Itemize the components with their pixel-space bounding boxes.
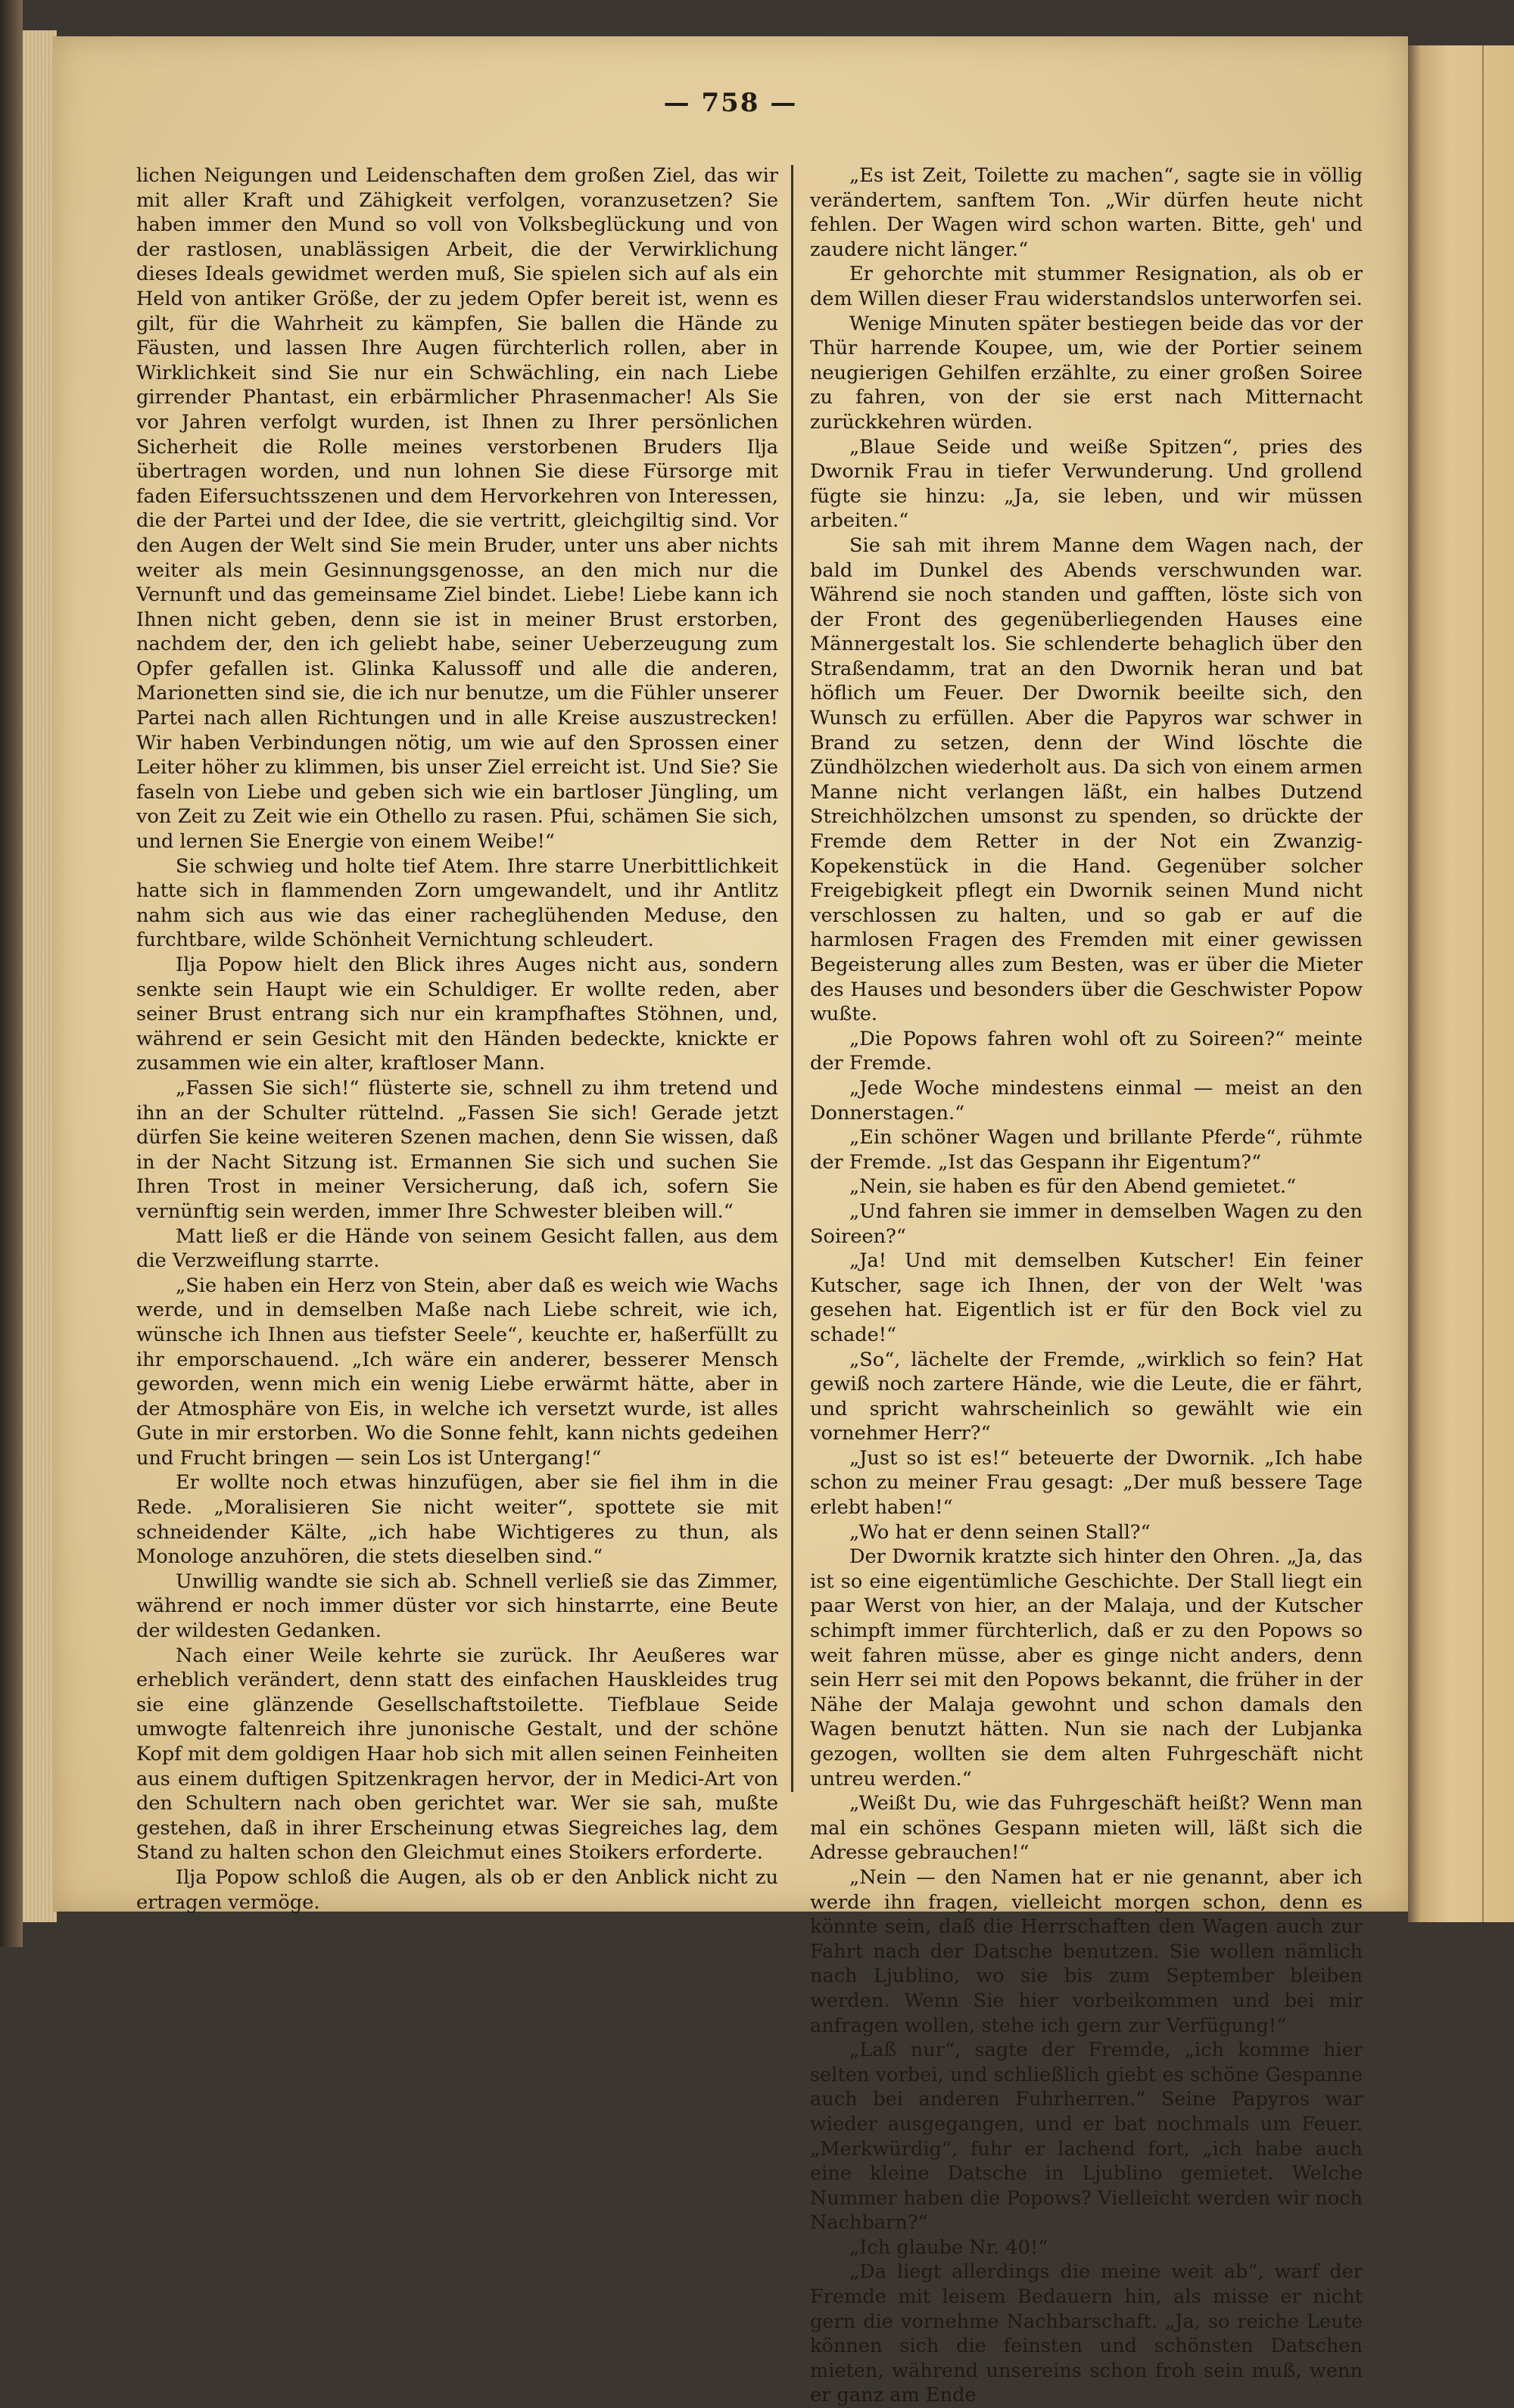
page-number: — 758 — (663, 88, 798, 118)
book-binding-edge (0, 0, 23, 1947)
paragraph: Nach einer Weile kehrte sie zurück. Ihr Aeußeres war erheblich verändert, denn statt des einfachen Hauskleides trug sie eine glänzende Gesellschaftstoilette. Tiefblaue Seide umwogte faltenreich ihre junonische Gestalt, und der schöne Kopf mit dem goldigen Haar hob sich mit allen seinen Feinheiten aus einem duftigen Spitzenkragen hervor, der in Medici-Art von den Schultern nach oben gerichtet war. Wer sie sah, mußte gestehen, daß in ihrer Erscheinung etwas Siegreiches lag, dem Stand zu halten schon den Gleichmut eines Stoikers erforderte. (136, 1644, 778, 1865)
page-stack-edge (23, 30, 57, 1922)
paragraph: „Jede Woche mindestens einmal — meist an den Donnerstagen.“ (810, 1076, 1363, 1125)
paragraph: „Es ist Zeit, Toilette zu machen“, sagte sie in völlig verändertem, sanftem Ton. „Wir dürfen heute nicht fehlen. Der Wagen wird schon warten. Bitte, geh' und zaudere nicht länger.“ (810, 164, 1363, 261)
paragraph: „Sie haben ein Herz von Stein, aber daß es weich wie Wachs werde, und in demselben Maße nach Liebe schreit, wie ich, wünsche ich Ihnen aus tiefster Seele“, keuchte er, haßerfüllt zu ihr emporschauend. „Ich wäre ein anderer, besserer Mensch geworden, wenn mich ein wenig Liebe erwärmt hätte, aber in der Atmosphäre von Eis, in welche ich versetzt wurde, ist alles Gute in mir erstorben. Wo die Sonne fehlt, kann nichts gedeihen und Frucht bringen — sein Los ist Untergang!“ (136, 1274, 778, 1470)
paragraph: „Ja! Und mit demselben Kutscher! Ein feiner Kutscher, sage ich Ihnen, der von der Welt 'was gesehen hat. Eigentlich ist er für den Bock viel zu schade!“ (810, 1249, 1363, 1346)
paragraph: „So“, lächelte der Fremde, „wirklich so fein? Hat gewiß noch zartere Hände, wie die Leute, die er fährt, und spricht wahrscheinlich so gewählt wie ein vornehmer Herr?“ (810, 1348, 1363, 1445)
left-column (136, 163, 778, 1914)
paragraph: Er wollte noch etwas hinzufügen, aber sie fiel ihm in die Rede. „Moralisieren Sie nicht weiter“, spottete sie mit schneidender Kälte, „ich habe Wichtigeres zu thun, als Monologe anzuhören, die stets dieselben sind.“ (136, 1471, 778, 1569)
paragraph: Wenige Minuten später bestiegen beide das vor der Thür harrende Koupee, um, wie der Portier seinem neugierigen Gehilfen erzählte, zu einer großen Soiree zu fahren, von der sie erst nach Mitternacht zurückkehren würden. (810, 312, 1363, 434)
paragraph: Ilja Popow schloß die Augen, als ob er den Anblick nicht zu ertragen vermöge. (136, 1865, 778, 1914)
paragraph: „Da liegt allerdings die meine weit ab“, warf der Fremde mit leisem Bedauern hin, als misse er nicht gern die vornehme Nachbarschaft. „Ja, so reiche Leute können sich die feinsten und schönsten Datschen mieten, während unsereins schon froh sein muß, wenn er ganz am Ende (810, 2260, 1363, 2407)
book-page (53, 36, 1408, 2407)
paragraph: „Weißt Du, wie das Fuhrgeschäft heißt? Wenn man mal ein schönes Gespann mieten will, läßt sich die Adresse gebrauchen!“ (810, 1792, 1363, 1865)
paragraph: lichen Neigungen und Leidenschaften dem großen Ziel, das wir mit aller Kraft und Zähigkeit verfolgen, voranzusetzen? Sie haben immer den Mund so voll von Volksbeglückung und von der rastlosen, unablässigen Arbeit, die der Verwirklichung dieses Ideals gewidmet werden muß, Sie spielen sich auf als ein Held von antiker Größe, der zu jedem Opfer bereit ist, wenn es gilt, für die Wahrheit zu kämpfen, Sie ballen die Hände zu Fäusten, und lassen Ihre Augen fürchterlich rollen, aber in Wirklichkeit sind Sie nur ein Schwächling, ein nach Liebe girrender Phantast, ein erbärmlicher Phrasenmacher! Als Sie vor Jahren verfolgt wurden, ist Ihnen zu Ihrer persönlichen Sicherheit die Rolle meines verstorbenen Bruders Ilja übertragen worden, und nun lohnen Sie diese Fürsorge mit faden Eifersuchtsszenen und dem Hervorkehren von Interessen, die der Partei und der Idee, die sie vertritt, gleichgiltig sind. Vor den Augen der Welt sind Sie mein Bruder, unter uns aber nichts weiter als mein Gesinnungsgenosse, an den mich nur die Vernunft und das gemeinsame Ziel bindet. Liebe! Liebe kann ich Ihnen nicht geben, denn sie ist in meiner Brust erstorben, nachdem der, den ich geliebt habe, seiner Ueberzeugung zum Opfer gefallen ist. Glinka Kalussoff und alle die anderen, Marionetten sind sie, die ich nur benutze, um die Fühler unserer Partei nach allen Richtungen und in alle Kreise auszustrecken! Wir haben Verbindungen nötig, um wie auf den Sprossen einer Leiter höher zu klimmen, bis unser Ziel erreicht ist. Und Sie? Sie faseln von Liebe und geben sich wie ein bartloser Jüngling, um von Zeit zu Zeit wie ein Othello zu rasen. Pfui, schämen Sie sich, und lernen Sie Energie von einem Weibe!“ (136, 164, 778, 854)
column-divider (791, 165, 793, 1792)
paragraph: „Blaue Seide und weiße Spitzen“, pries des Dwornik Frau in tiefer Verwunderung. Und grollend fügte sie hinzu: „Ja, sie leben, und wir müssen arbeiten.“ (810, 435, 1363, 533)
right-column (810, 163, 1363, 2407)
paragraph: Sie sah mit ihrem Manne dem Wagen nach, der bald im Dunkel des Abends verschwunden war. Während sie noch standen und gafften, löste sich von der Front des gegenüberliegenden Hauses eine Männergestalt los. Sie schlenderte behaglich über den Straßendamm, trat an den Dwornik heran und bat höflich um Feuer. Der Dwornik beeilte sich, den Wunsch zu erfüllen. Aber die Papyros war schwer in Brand zu setzen, denn der Wind löschte die Zündhölzchen wiederholt aus. Da sich von einem armen Manne nicht verlangen läßt, ein halbes Dutzend Streichhölzchen umsonst zu spenden, so drückte der Fremde dem Retter in der Not ein Zwanzig-Kopekenstück in die Hand. Gegenüber solcher Freigebigkeit pflegt ein Dwornik seinen Mund nicht verschlossen zu halten, und so gab er auf die harmlosen Fragen des Fremden mit einer gewissen Begeisterung alles zum Besten, was er über die Mieter des Hauses und besonders über die Geschwister Popow wußte. (810, 534, 1363, 1026)
paragraph: „Ich glaube Nr. 40!“ (849, 2235, 1048, 2259)
paragraph: „Ein schöner Wagen und brillante Pferde“, rühmte der Fremde. „Ist das Gespann ihr Eigentum?“ (810, 1126, 1363, 1174)
paragraph: Der Dwornik kratzte sich hinter den Ohren. „Ja, das ist so eine eigentümliche Geschichte. Der Stall liegt ein paar Werst von hier, an der Malaja, und der Kutscher schimpft immer fürchterlich, daß er zu den Popows so weit fahren müsse, aber es ginge nicht anders, denn sein Herr sei mit den Popows bekannt, die früher in der Nähe der Malaja gewohnt und schon damals den Wagen benutzt hätten. Nun sie nach der Lubjanka gezogen, wollten sie dem alten Fuhrgeschäft nicht untreu werden.“ (810, 1545, 1363, 1790)
paragraph: „Just so ist es!“ beteuerte der Dwornik. „Ich habe schon zu meiner Frau gesagt: „Der muß bessere Tage erlebt haben!“ (810, 1446, 1363, 1520)
paragraph: „Und fahren sie immer in demselben Wagen zu den Soireen?“ (810, 1199, 1363, 1248)
paragraph: Matt ließ er die Hände von seinem Gesicht fallen, aus dem die Verzweiflung starrte. (136, 1224, 778, 1273)
paragraph: „Nein — den Namen hat er nie genannt, aber ich werde ihn fragen, vielleicht morgen schon, denn es könnte sein, daß die Herrschaften den Wagen auch zur Fahrt nach der Datsche benutzen. Sie wollen nämlich nach Ljublino, wo sie bis zum September bleiben werden. Wenn Sie hier vorbeikommen und bei mir anfragen wollen, stehe ich gern zur Verfügung!“ (810, 1865, 1363, 2037)
paragraph: „Wo hat er denn seinen Stall?“ (849, 1520, 1151, 1544)
paragraph: Er gehorchte mit stummer Resignation, als ob er dem Willen dieser Frau widerstandslos unterworfen sei. (810, 263, 1363, 310)
paragraph: Ilja Popow hielt den Blick ihres Auges nicht aus, sondern senkte sein Haupt wie ein Schuldiger. Er wollte reden, aber seiner Brust entrang sich nur ein krampfhaftes Stöhnen, und, während er sein Gesicht mit den Händen bedeckte, knickte er zusammen wie ein alter, kraftloser Mann. (136, 954, 778, 1075)
paragraph: „Die Popows fahren wohl oft zu Soireen?“ meinte der Fremde. (810, 1027, 1363, 1075)
paragraph: „Laß nur“, sagte der Fremde, „ich komme hier selten vorbei, und schließlich giebt es schöne Gespanne auch bei anderen Fuhrherren.“ Seine Papyros war wieder ausgegangen, und er bat nochmals um Feuer. „Merkwürdig“, fuhr er lachend fort, „ich habe auch eine kleine Datsche in Ljublino gemietet. Welche Nummer haben die Popows? Vielleicht werden wir noch Nachbarn?“ (810, 2039, 1363, 2235)
paragraph: „Nein, sie haben es für den Abend gemietet.“ (849, 1175, 1297, 1199)
paragraph: Sie schwieg und holte tief Atem. Ihre starre Unerbittlichkeit hatte sich in flammenden Zorn umgewandelt, und ihr Antlitz nahm sich aus wie das einer racheglühenden Meduse, den furchtbare, wilde Schönheit Vernichtung schleudert. (136, 854, 778, 952)
facing-page-edge (1408, 45, 1514, 1922)
paragraph: Unwillig wandte sie sich ab. Schnell verließ sie das Zimmer, während er noch immer düster vor sich hinstarrte, eine Beute der wildesten Gedanken. (136, 1570, 778, 1643)
paragraph: „Fassen Sie sich!“ flüsterte sie, schnell zu ihm tretend und ihn an der Schulter rüttelnd. „Fassen Sie sich! Gerade jetzt dürfen Sie keine weiteren Szenen machen, denn Sie wissen, daß in der Nacht Sitzung ist. Ermannen Sie sich und suchen Sie Ihren Trost in meiner Versicherung, daß ich, sofern Sie vernünftig sein werden, immer Ihre Schwester bleiben will.“ (136, 1076, 778, 1223)
